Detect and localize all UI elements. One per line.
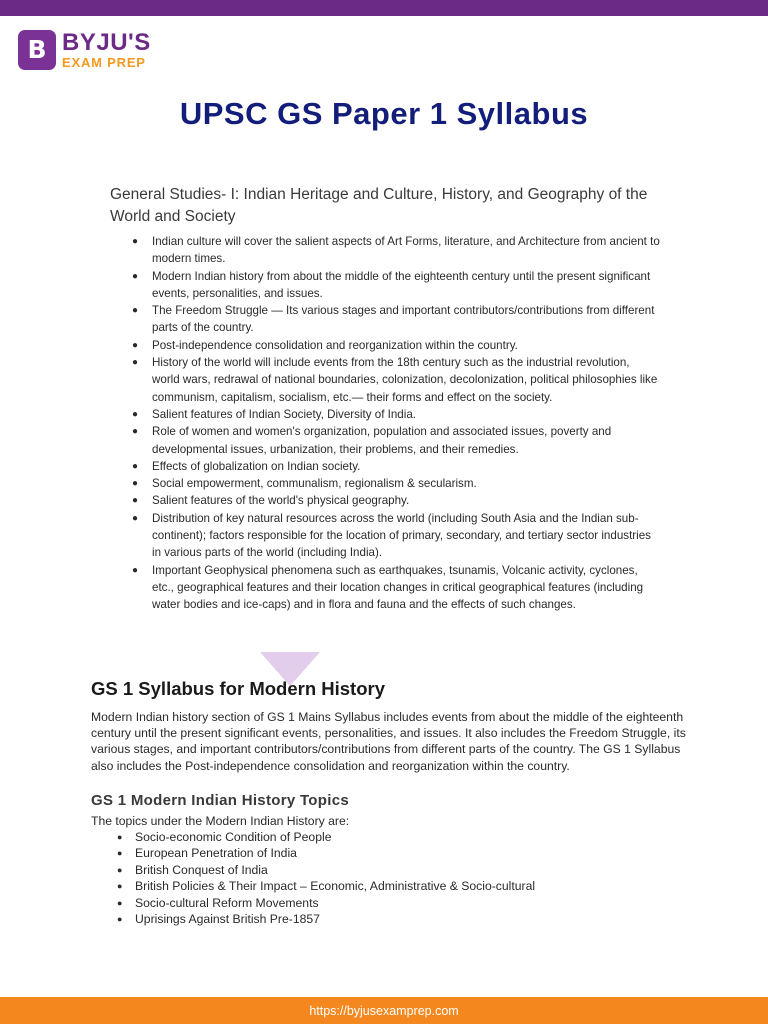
byjus-logo-icon <box>18 30 56 70</box>
bullet-icon: ● <box>117 914 123 925</box>
bullet-icon: ● <box>132 339 139 351</box>
bullet-icon: ● <box>132 236 139 247</box>
syllabus-item-text: Post-independence consolidation and reorganization within the country. <box>152 338 518 352</box>
topic-item-text: European Penetration of India <box>135 846 297 861</box>
bullet-icon: ● <box>132 495 139 507</box>
syllabus-item-text: Modern Indian history from about the middle of the eighteenth century until the present significant events, personalities, and issues. <box>152 269 651 300</box>
logo-sub-brand: EXAM PREP <box>62 54 146 70</box>
bullet-icon: ● <box>132 460 139 472</box>
syllabus-item <box>130 354 660 406</box>
bullet-icon: ● <box>132 564 139 576</box>
topic-item-text: British Policies & Their Impact – Economic, Administrative & Socio-cultural <box>135 879 536 894</box>
modern-history-paragraph: Modern Indian history section of GS 1 Mains Syllabus includes events from about the middle of the eighteenth century until the present significant events, personalities, and issues. It also includes the Freedom Struggle, its various stages, and important contributors/contributions from different parts of the country. The GS 1 Syllabus also includes the Post-independence consolidation and reorganization within the country. <box>91 710 686 773</box>
syllabus-item-text: Salient features of the world's physical geography. <box>152 494 410 508</box>
syllabus-item-text: Indian culture will cover the salient aspects of Art Forms, literature, and Architecture from ancient to modern times. <box>152 235 660 266</box>
syllabus-item <box>130 268 660 303</box>
bullet-icon: ● <box>117 881 123 892</box>
modern-history-heading: GS 1 Syllabus for Modern History <box>91 678 386 699</box>
topic-item <box>117 878 535 894</box>
syllabus-item <box>130 406 660 423</box>
syllabus-item-text: The Freedom Struggle — Its various stages and important contributors/contributions from different parts of the country. <box>152 304 655 335</box>
topic-item-text: British Conquest of India <box>135 862 268 877</box>
syllabus-item <box>130 302 660 337</box>
logo-wordmark <box>62 28 151 70</box>
topic-item-text: Socio-economic Condition of People <box>135 830 332 844</box>
topic-item-text: Uprisings Against British Pre-1857 <box>135 912 320 927</box>
gs1-section-heading: General Studies- I: Indian Heritage and Culture, History, and Geography of the World and Society <box>110 186 648 225</box>
syllabus-item <box>130 510 660 562</box>
syllabus-item <box>130 233 660 268</box>
syllabus-item <box>130 492 660 509</box>
syllabus-item <box>130 562 660 614</box>
byjus-logo[interactable] <box>18 30 151 70</box>
syllabus-item-text: Salient features of Indian Society, Diversity of India. <box>152 407 417 421</box>
logo-letter: B <box>27 35 47 64</box>
topic-item <box>117 895 535 911</box>
bullet-icon: ● <box>132 270 139 282</box>
syllabus-item-text: Important Geophysical phenomena such as earthquakes, tsunamis, Volcanic activity, cyclones, etc., geographical features and their location changes in critical geographical features (including water bodies and ice-caps) and in flora and fauna and the effects of such changes. <box>152 563 644 612</box>
syllabus-item <box>130 423 660 458</box>
topic-item-text: Socio-cultural Reform Movements <box>135 895 319 910</box>
bullet-icon: ● <box>132 478 139 490</box>
logo-brand: BYJU'S <box>62 28 151 56</box>
syllabus-item <box>130 475 660 492</box>
bullet-icon: ● <box>117 897 123 908</box>
modern-topics-heading: GS 1 Modern Indian History Topics <box>91 792 349 809</box>
modern-topics-intro: The topics under the Modern Indian History are: <box>91 814 350 828</box>
bullet-icon: ● <box>117 848 123 859</box>
modern-topics-list <box>117 829 535 927</box>
syllabus-item <box>130 337 660 354</box>
bullet-icon: ● <box>132 305 139 317</box>
syllabus-list <box>130 233 660 614</box>
syllabus-item-text: Distribution of key natural resources across the world (including South Asia and the Indian sub-continent); factors responsible for the location of primary, secondary, and tertiary sector industries in various parts of the world (including India). <box>152 511 651 560</box>
page-title: UPSC GS Paper 1 Syllabus <box>179 96 589 131</box>
topic-item <box>117 829 535 845</box>
syllabus-item-text: Role of women and women's organization, population and associated issues, poverty and developmental issues, urbanization, their problems, and their remedies. <box>152 425 612 456</box>
footer-bar <box>0 997 768 1024</box>
bullet-icon: ● <box>117 864 123 875</box>
bullet-icon: ● <box>132 512 139 524</box>
bullet-icon: ● <box>132 357 139 369</box>
syllabus-item <box>130 458 660 475</box>
syllabus-item-text: Effects of globalization on Indian society. <box>152 459 361 473</box>
bullet-icon: ● <box>132 426 139 438</box>
topic-item <box>117 911 535 927</box>
footer-url-link[interactable]: https://byjusexamprep.com <box>309 1003 459 1018</box>
top-brand-bar <box>0 0 768 16</box>
bullet-icon: ● <box>132 408 139 420</box>
syllabus-item-text: History of the world will include events from the 18th century such as the industrial revolution, world wars, redrawal of national boundaries, colonization, decolonization, political philosophies like communism, capitalism, socialism, etc.— their forms and effect on the society. <box>152 356 658 404</box>
syllabus-item-text: Social empowerment, communalism, regionalism & secularism. <box>152 477 477 491</box>
topic-item <box>117 862 535 878</box>
topic-item <box>117 845 535 861</box>
bullet-icon: ● <box>117 832 123 842</box>
